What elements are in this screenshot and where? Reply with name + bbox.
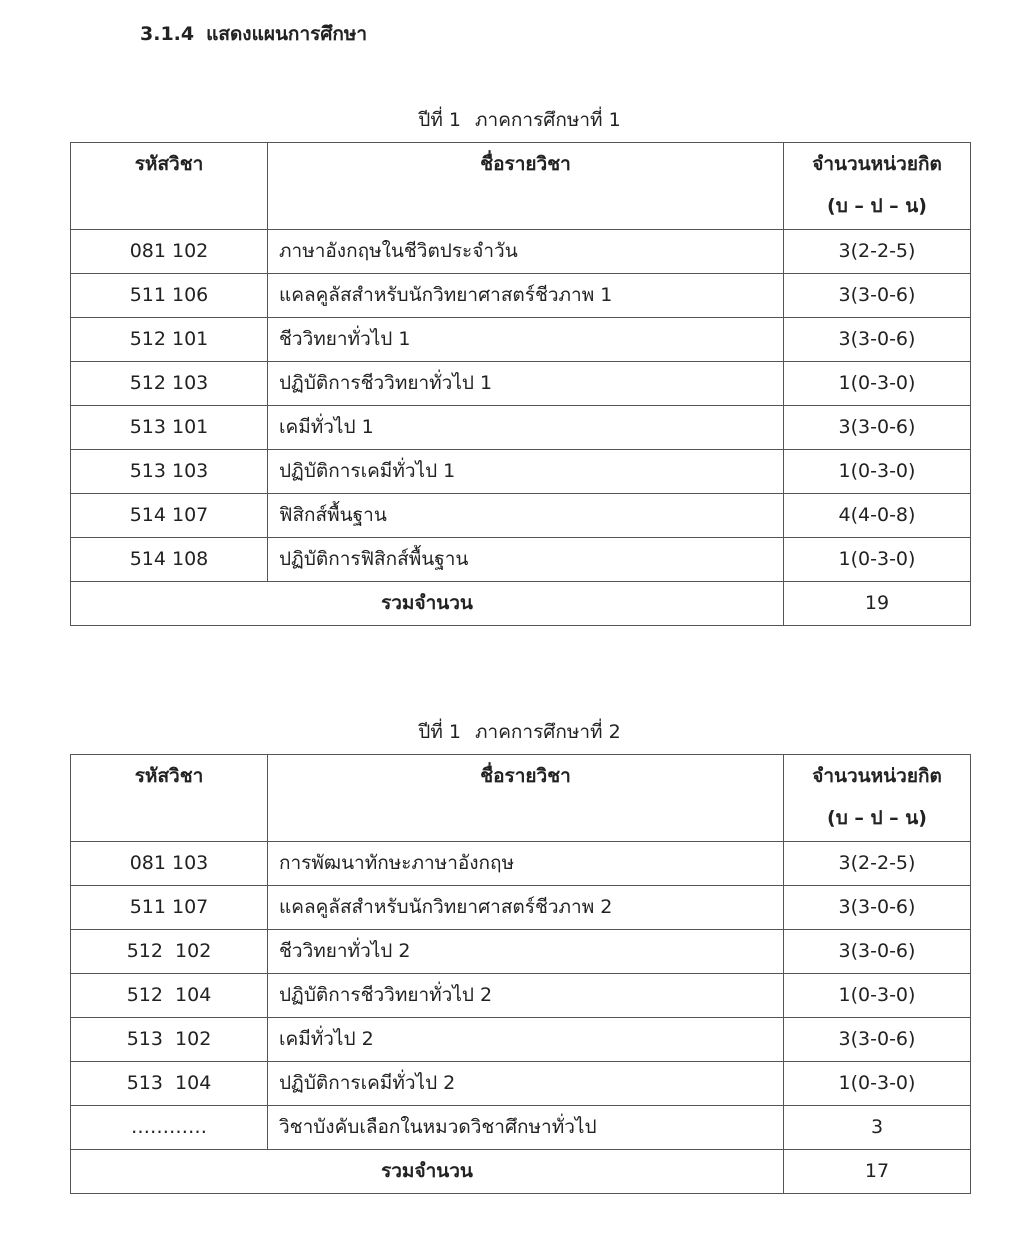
course-code: 513 102: [71, 1018, 268, 1062]
table-row: [71, 1018, 971, 1062]
table-row: [71, 886, 971, 930]
course-code: …………: [71, 1106, 268, 1150]
total-credits: 19: [784, 582, 971, 626]
section-title: แสดงแผนการศึกษา: [206, 23, 368, 45]
caption-term: ภาคการศึกษาที่ 1: [475, 109, 621, 131]
course-code: 514 108: [71, 538, 268, 582]
course-credits: 3(3-0-6): [784, 886, 971, 930]
column-header-code: รหัสวิชา: [71, 143, 268, 230]
course-name: แคลคูลัสสำหรับนักวิทยาศาสตร์ชีวภาพ 1: [268, 274, 784, 318]
course-credits: 4(4-0-8): [784, 494, 971, 538]
total-label: รวมจำนวน: [71, 582, 784, 626]
table-row: [71, 538, 971, 582]
course-name: ฟิสิกส์พื้นฐาน: [268, 494, 784, 538]
course-name: แคลคูลัสสำหรับนักวิทยาศาสตร์ชีวภาพ 2: [268, 886, 784, 930]
course-name: การพัฒนาทักษะภาษาอังกฤษ: [268, 842, 784, 886]
course-credits: 3(3-0-6): [784, 318, 971, 362]
course-code: 513 103: [71, 450, 268, 494]
course-name: ชีววิทยาทั่วไป 2: [268, 930, 784, 974]
table-row: [71, 842, 971, 886]
course-code: 511 107: [71, 886, 268, 930]
course-code: 513 104: [71, 1062, 268, 1106]
course-credits: 3(3-0-6): [784, 406, 971, 450]
course-code: 513 101: [71, 406, 268, 450]
table-row: [71, 930, 971, 974]
course-name: ภาษาอังกฤษในชีวิตประจำวัน: [268, 230, 784, 274]
course-credits: 1(0-3-0): [784, 362, 971, 406]
column-header-code: รหัสวิชา: [71, 755, 268, 842]
table-row: [71, 1106, 971, 1150]
table-header-row: [71, 143, 971, 230]
course-code: 512 101: [71, 318, 268, 362]
course-name: ปฏิบัติการเคมีทั่วไป 2: [268, 1062, 784, 1106]
column-header-credits: [784, 143, 971, 230]
study-plan-table-term-2: [70, 754, 971, 1194]
caption-year: ปีที่ 1: [418, 721, 461, 743]
course-name: ชีววิทยาทั่วไป 1: [268, 318, 784, 362]
credits-header-label: จำนวนหน่วยกิต: [812, 765, 942, 787]
course-name: ปฏิบัติการชีววิทยาทั่วไป 2: [268, 974, 784, 1018]
course-name: ปฏิบัติการฟิสิกส์พื้นฐาน: [268, 538, 784, 582]
table-row: [71, 318, 971, 362]
course-name: เคมีทั่วไป 2: [268, 1018, 784, 1062]
course-name: ปฏิบัติการเคมีทั่วไป 1: [268, 450, 784, 494]
section-heading: [140, 20, 367, 48]
credits-header-sub: (บ – ป – น): [827, 195, 927, 217]
total-credits: 17: [784, 1150, 971, 1194]
table-header-row: [71, 755, 971, 842]
table-row: [71, 494, 971, 538]
column-header-name: ชื่อรายวิชา: [268, 143, 784, 230]
table-row: [71, 274, 971, 318]
course-credits: 3: [784, 1106, 971, 1150]
table-row: [71, 230, 971, 274]
column-header-credits: [784, 755, 971, 842]
table-caption-term-1: [70, 106, 969, 134]
course-credits: 1(0-3-0): [784, 450, 971, 494]
table-row: [71, 1062, 971, 1106]
course-code: 512 104: [71, 974, 268, 1018]
study-plan-table-term-1: [70, 142, 971, 626]
course-name: ปฏิบัติการชีววิทยาทั่วไป 1: [268, 362, 784, 406]
section-number: 3.1.4: [140, 23, 195, 45]
total-row: [71, 582, 971, 626]
course-credits: 3(3-0-6): [784, 930, 971, 974]
caption-term: ภาคการศึกษาที่ 2: [475, 721, 621, 743]
course-credits: 3(3-0-6): [784, 274, 971, 318]
course-credits: 1(0-3-0): [784, 538, 971, 582]
course-credits: 3(2-2-5): [784, 842, 971, 886]
course-credits: 3(2-2-5): [784, 230, 971, 274]
table-row: [71, 450, 971, 494]
table-caption-term-2: [70, 718, 969, 746]
credits-header-sub: (บ – ป – น): [827, 807, 927, 829]
course-name: วิชาบังคับเลือกในหมวดวิชาศึกษาทั่วไป: [268, 1106, 784, 1150]
course-code: 081 103: [71, 842, 268, 886]
course-code: 512 103: [71, 362, 268, 406]
caption-year: ปีที่ 1: [418, 109, 461, 131]
table-row: [71, 974, 971, 1018]
course-code: 512 102: [71, 930, 268, 974]
column-header-name: ชื่อรายวิชา: [268, 755, 784, 842]
course-credits: 1(0-3-0): [784, 974, 971, 1018]
course-credits: 3(3-0-6): [784, 1018, 971, 1062]
course-code: 081 102: [71, 230, 268, 274]
total-label: รวมจำนวน: [71, 1150, 784, 1194]
table-row: [71, 362, 971, 406]
credits-header-label: จำนวนหน่วยกิต: [812, 153, 942, 175]
course-code: 514 107: [71, 494, 268, 538]
course-credits: 1(0-3-0): [784, 1062, 971, 1106]
table-row: [71, 406, 971, 450]
total-row: [71, 1150, 971, 1194]
course-name: เคมีทั่วไป 1: [268, 406, 784, 450]
course-code: 511 106: [71, 274, 268, 318]
